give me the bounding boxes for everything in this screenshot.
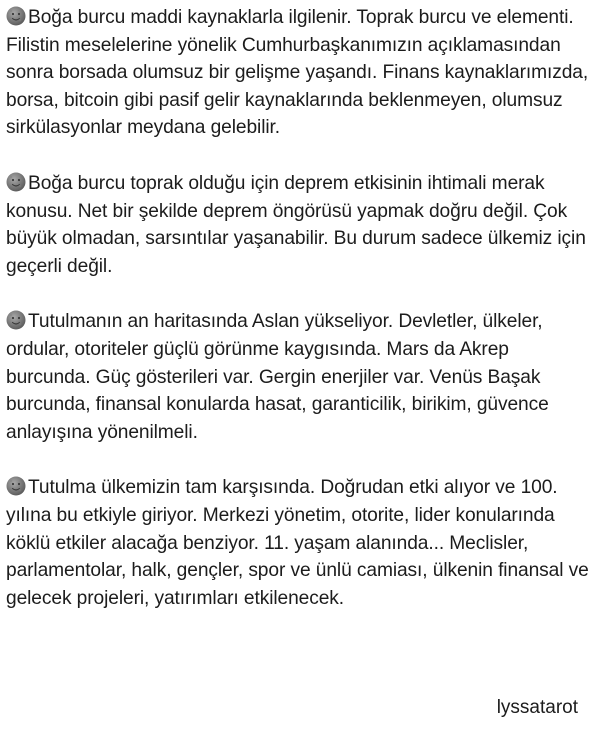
moon-face-icon — [6, 476, 26, 496]
paragraph-text: Tutulma ülkemizin tam karşısında. Doğrudan etki alıyor ve 100. yılına bu etkiyle giriyor. Merkezi yönetim, otorite, lider konularında köklü etkiler alacağa benziyor. 11. yaşam alanında... Meclisler, parlamentolar, halk, gençler, spor ve ünlü camiası, ülkenin finansal ve gelecek projeleri, yatırımları etkilenecek. — [6, 477, 589, 609]
post-body — [6, 4, 596, 640]
moon-face-icon — [6, 310, 26, 330]
moon-face-icon — [6, 6, 26, 26]
paragraph-1 — [6, 4, 596, 142]
moon-face-icon — [6, 172, 26, 192]
paragraph-text: Tutulmanın an haritasında Aslan yükseliyor. Devletler, ülkeler, ordular, otoriteler güçlü görünme kaygısında. Mars da Akrep burcunda. Güç gösterileri var. Gergin enerjiler var. Venüs Başak burcunda, finansal konularda hasat, garanticilik, birikim, güvence anlayışına yönenilmeli. — [6, 311, 549, 443]
paragraph-text: Boğa burcu toprak olduğu için deprem etkisinin ihtimali merak konusu. Net bir şekilde deprem öngörüsü yapmak doğru değil. Çok büyük olmadan, sarsıntılar yaşanabilir. Bu durum sadece ülkemiz için geçerli değil. — [6, 172, 586, 277]
author-signature: lyssatarot — [496, 697, 578, 718]
paragraph-text: Boğa burcu maddi kaynaklarla ilgilenir. Toprak burcu ve elementi. Filistin meselelerine yönelik Cumhurbaşkanımızın açıklamasından sonra borsada olumsuz bir gelişme yaşandı. Finans kaynaklarımızda, borsa, bitcoin gibi pasif gelir kaynaklarında beklenmeyen, olumsuz sirkülasyonlar meydana gelebilir. — [6, 7, 589, 139]
paragraph-3 — [6, 308, 596, 446]
paragraph-2 — [6, 170, 596, 280]
paragraph-4 — [6, 474, 596, 612]
